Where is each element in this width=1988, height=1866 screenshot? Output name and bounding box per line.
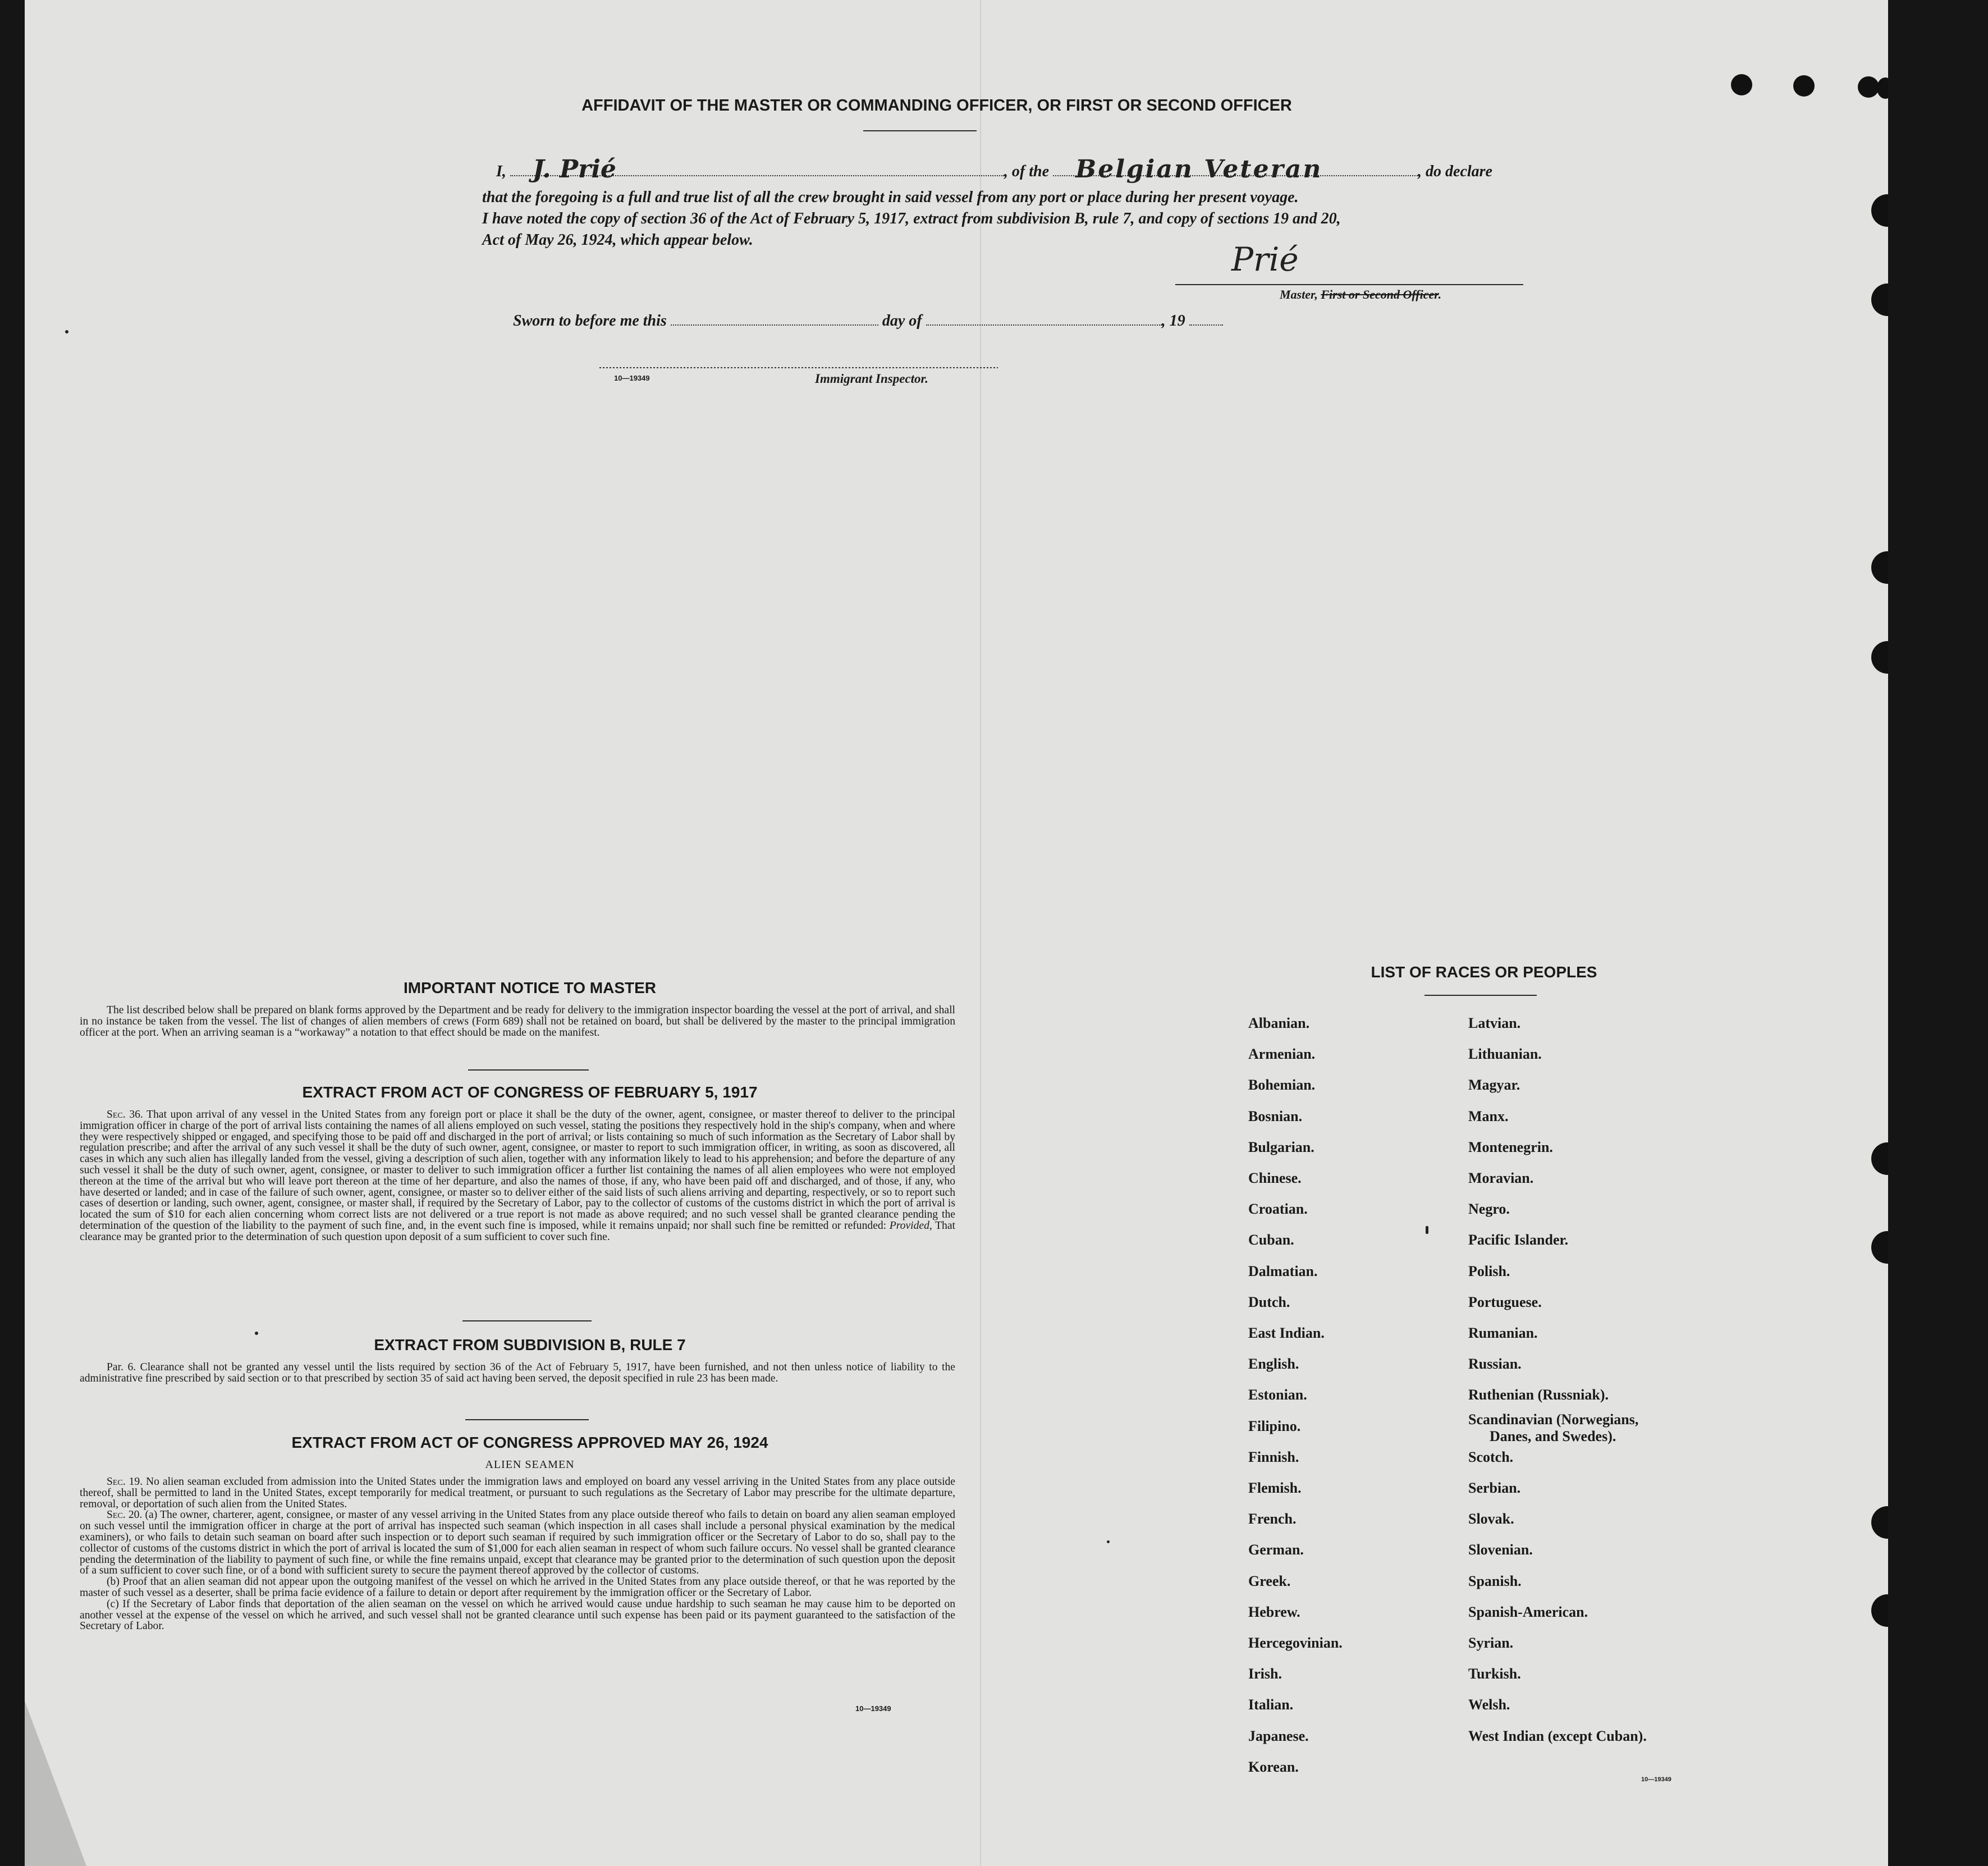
sec20-label: Sec. 20.	[107, 1509, 143, 1521]
signature-caption	[1280, 287, 1441, 302]
struck-label: First or Second Officer	[1321, 287, 1439, 301]
inspector-signature-line	[599, 367, 998, 368]
sworn-month-field	[926, 324, 1162, 326]
race-item: Italian.	[1248, 1696, 1294, 1713]
sec19-paragraph	[80, 1476, 955, 1510]
race-item: Chinese.	[1248, 1170, 1302, 1186]
fold-line	[980, 0, 981, 1866]
inspector-caption: Immigrant Inspector.	[815, 372, 928, 386]
sworn-year-field	[1189, 324, 1223, 326]
race-item: English.	[1248, 1356, 1299, 1373]
race-item: Slovak.	[1468, 1511, 1514, 1527]
sec36-label: Sec. 36.	[107, 1109, 143, 1120]
sec20c-paragraph: (c) If the Secretary of Labor finds that deportation of the alien seaman on the vessel on which he arrived would cause undue hardship to such seaman he may cause him to be deported on another vessel at the expense of the vessel on which he arrived, and such vessel shall not be granted clearance until such expense has been paid or its payment guaranteed to the satisfaction of the Secretary of Labor.	[80, 1598, 955, 1632]
race-item: West Indian (except Cuban).	[1468, 1727, 1647, 1744]
sec20a-paragraph	[80, 1510, 955, 1576]
race-item: Slovenian.	[1468, 1542, 1533, 1558]
of-the-label: , of the	[1004, 163, 1050, 180]
sec19-label: Sec. 19.	[107, 1476, 143, 1488]
extract-1924-text	[80, 1476, 955, 1632]
sworn-lead: Sworn to before me this	[513, 312, 667, 330]
punch-hole	[1731, 74, 1752, 95]
torn-corner	[25, 1701, 86, 1866]
sec20b-paragraph: (b) Proof that an alien seaman did not appear upon the outgoing manifest of the vessel on which he arrived in the United States from any place outside thereof, or that he was reported by the master of such vessel as a deserter, shall be prima facie evidence of a failure to detain or deport after requirement by the immigration officer or the Secretary of Labor.	[80, 1576, 955, 1599]
race-item: Montenegrin.	[1468, 1138, 1553, 1155]
race-item: Polish.	[1468, 1263, 1510, 1279]
affidavit-line-2: that the foregoing is a full and true list of all the crew brought in said vessel from any port or place during her present voyage.	[482, 189, 1299, 206]
extract-1917-text	[80, 1109, 955, 1243]
race-item: Turkish.	[1468, 1666, 1521, 1682]
rule7-heading: EXTRACT FROM SUBDIVISION B, RULE 7	[374, 1336, 686, 1353]
rule7-paragraph: Par. 6. Clearance shall not be granted any vessel until the lists required by section 36 of the Act of February 5, 1917, have been furnished, and not then unless notice of liability to the administrative fine prescribed by said section or to that prescribed by section 35 of said act having been served, the deposit specified in rule 23 has been made.	[80, 1361, 955, 1384]
do-declare-label: , do declare	[1418, 163, 1492, 180]
binding-hole	[1871, 1506, 1888, 1539]
master-signature: Prié	[1231, 240, 1299, 278]
race-item: Scandinavian (Norwegians,	[1468, 1411, 1639, 1428]
race-item: Estonian.	[1248, 1387, 1307, 1403]
races-form-number: 10—19349	[1641, 1776, 1671, 1783]
vessel-field	[1053, 155, 1418, 184]
binding-hole	[1871, 1594, 1888, 1627]
race-item: Greek.	[1248, 1572, 1291, 1589]
extract-form-number: 10—19349	[855, 1704, 891, 1713]
affidavit-line-4: Act of May 26, 1924, which appear below.	[482, 231, 753, 249]
speck	[1107, 1540, 1110, 1543]
section-divider	[462, 1320, 592, 1321]
sworn-date-field	[671, 324, 878, 326]
extract-1924-heading: EXTRACT FROM ACT OF CONGRESS APPROVED MAY 26, 1924	[291, 1434, 768, 1451]
alien-seamen-heading: ALIEN SEAMEN	[485, 1458, 575, 1471]
race-item: Flemish.	[1248, 1480, 1302, 1496]
day-of-label: day of	[882, 312, 922, 330]
race-item: Latvian.	[1468, 1015, 1521, 1031]
race-item: Hebrew.	[1248, 1603, 1300, 1620]
race-item: Irish.	[1248, 1666, 1282, 1682]
notice-paragraph: The list described below shall be prepared on blank forms approved by the Department and be ready for delivery to the immigration inspector boarding the vessel at the port of arrival, and shall in no instance be taken from the vessel. The list of changes of alien members of crews (Form 689) shall not be retained on board, but shall be delivered by the master to the principal immigration officer at the port. When an arriving seaman is a “workaway” a notation to that effect should be made on the manifest.	[80, 1004, 955, 1039]
handwritten-vessel: Belgian Veteran	[1075, 155, 1323, 184]
provided-label: Provided,	[889, 1219, 932, 1232]
race-item: Lithuanian.	[1468, 1046, 1542, 1063]
races-heading: LIST OF RACES OR PEOPLES	[1371, 963, 1597, 981]
affidavit-title: AFFIDAVIT OF THE MASTER OR COMMANDING OFFICER, OR FIRST OR SECOND OFFICER	[581, 97, 1292, 115]
binding-hole	[1871, 1231, 1888, 1264]
race-item: Dutch.	[1248, 1293, 1290, 1310]
binding-hole	[1871, 641, 1888, 674]
race-item: East Indian.	[1248, 1325, 1325, 1341]
race-item: Manx.	[1468, 1108, 1509, 1124]
race-item: Bosnian.	[1248, 1108, 1303, 1124]
affidavit-form-number: 10—19349	[614, 374, 650, 382]
race-item: Spanish-American.	[1468, 1603, 1588, 1620]
race-item: Hercegovinian.	[1248, 1635, 1343, 1651]
punch-hole	[1877, 77, 1888, 99]
race-item: Danes, and Swedes).	[1490, 1428, 1616, 1445]
race-item: Pacific Islander.	[1468, 1232, 1569, 1248]
race-item: Negro.	[1468, 1201, 1510, 1218]
race-item: Magyar.	[1468, 1077, 1520, 1094]
race-item: Rumanian.	[1468, 1325, 1538, 1341]
section-divider	[465, 1419, 589, 1420]
handwritten-name: J. Prié	[532, 155, 616, 184]
speck	[65, 330, 68, 333]
sec20a-body: (a) The owner, charterer, agent, consignee, or master of any vessel arriving in the United States from any place outside thereof who fails to detain on board any alien seaman employed on such vessel until the immigration officer in charge at the port of arrival has inspected such seaman (which inspection in all cases shall include a personal physical examination by the medical examiners), or who fails to detain such seaman on board after such inspection or to deport such seaman if required by such immigration officer or the Secretary of Labor to do so, shall pay to the collector of customs of the customs district in which the port of arrival is located the sum of $1,000 for each alien seaman in respect of whom such failure occurs. No vessel shall be granted clearance pending the determination of the liability to payment of such fine, or while the fine remains unpaid, except that clearance may be granted prior to the determination of such question upon the deposit of a sum sufficient to cover such fine, or of a bond with sufficient surety to secure the payment thereof approved by the collector of customs.	[80, 1509, 955, 1577]
race-item: Bohemian.	[1248, 1077, 1316, 1094]
race-item: Syrian.	[1468, 1635, 1514, 1651]
race-item: Albanian.	[1248, 1015, 1310, 1031]
race-item: Armenian.	[1248, 1046, 1316, 1063]
sworn-line	[513, 312, 1223, 330]
race-item: Cuban.	[1248, 1232, 1294, 1248]
binding-hole	[1871, 194, 1888, 227]
pronoun-i: I,	[496, 163, 506, 180]
punch-hole	[1858, 76, 1879, 98]
race-item: Russian.	[1468, 1356, 1522, 1373]
affidavit-line-1	[496, 155, 1492, 184]
race-item: Portuguese.	[1468, 1293, 1542, 1310]
title-divider	[863, 130, 977, 131]
sec36-body: That upon arrival of any vessel in the United States from any foreign port or place it shall be the duty of the owner, agent, consignee, or master thereof to deliver to the principal immigration officer in charge of the port of arrival lists containing the names of all aliens employed on such vessel, stating the positions they respectively hold in the ship's company, when and where they were respectively shipped or engaged, and specifying those to be paid off and discharged in the port of arrival; or lists containing so much of such information as the Secretary of Labor shall by regulation prescribe; and after the arrival of any such vessel it shall be the duty of such owner, agent, consignee, or master to report to such immigration officer, in writing, as soon as discovered, all cases in which any such alien has illegally landed from the vessel, giving a description of such alien, together with any information likely to lead to his apprehension; and before the departure of any such vessel it shall be the duty of such owner, agent, consignee, or master to deliver to such immigration officer a further list containing the names of all alien employees who were not employed thereon at the time of the arrival but who will leave port thereon at the time of her departure, and also the names of those, if any, who have been paid off and discharged, and of those, if any, who have deserted or landed; and in case of the failure of such owner, agent, consignee, or master so to deliver either of the said lists of such aliens arriving and departing, respectively, or so to report such cases of desertion or landing, such owner, agent, consignee, or master shall, if required by the Secretary of Labor, pay to the collector of customs of the customs district in which the port of arrival is located the sum of $10 for each alien concerning whom correct lists are not delivered or a true report is not made as above required; and no such vessel shall be granted clearance pending the determination of the question of the liability to the payment of such fine, and, in the event such fine is imposed, while it remains unpaid; nor shall such fine be remitted or refunded:	[80, 1109, 956, 1232]
section-divider	[468, 1069, 589, 1071]
race-item: Spanish.	[1468, 1572, 1522, 1589]
race-item: Bulgarian.	[1248, 1138, 1314, 1155]
extract-1917-heading: EXTRACT FROM ACT OF CONGRESS OF FEBRUARY 5, 1917	[302, 1083, 758, 1101]
race-item: Scotch.	[1468, 1448, 1514, 1465]
race-item: Japanese.	[1248, 1727, 1309, 1744]
race-item: Serbian.	[1468, 1480, 1521, 1496]
race-item: Moravian.	[1468, 1170, 1534, 1186]
notice-text	[80, 1005, 955, 1038]
race-item: Dalmatian.	[1248, 1263, 1318, 1279]
sec19-body: No alien seaman excluded from admission into the United States under the immigration laws and employed on board any vessel arriving in the United States from any place outside thereof, shall be permitted to land in the United States, except temporarily for medical treatment, or pursuant to such regulations as the Secretary of Labor may prescribe for the ultimate departure, removal, or deportation of such alien from the United States.	[80, 1476, 956, 1510]
race-item: Ruthenian (Russniak).	[1468, 1387, 1609, 1403]
year-label: , 19	[1161, 312, 1185, 330]
master-label: Master,	[1280, 287, 1318, 301]
race-item: Finnish.	[1248, 1448, 1299, 1465]
name-field	[510, 155, 1004, 184]
race-item: Korean.	[1248, 1758, 1299, 1775]
rule7-text	[80, 1362, 955, 1384]
races-divider	[1424, 995, 1537, 996]
sec36-paragraph	[80, 1109, 955, 1243]
signature-line	[1175, 284, 1523, 285]
race-item: Welsh.	[1468, 1696, 1510, 1713]
race-item: German.	[1248, 1542, 1304, 1558]
binding-hole	[1871, 1142, 1888, 1175]
race-item: Croatian.	[1248, 1201, 1308, 1218]
caption-period: .	[1438, 287, 1442, 301]
punch-hole	[1793, 75, 1815, 97]
document-sheet	[25, 0, 1888, 1866]
race-item: Filipino.	[1248, 1417, 1301, 1434]
speck	[255, 1332, 258, 1335]
race-item: French.	[1248, 1511, 1297, 1527]
speck	[1426, 1226, 1428, 1234]
sec36-end: That clearance may be granted prior to the determination of such question upon deposit of a sum sufficient to cover such fine.	[80, 1219, 955, 1243]
affidavit-line-3: I have noted the copy of section 36 of the Act of February 5, 1917, extract from subdivision B, rule 7, and copy of sections 19 and 20,	[482, 210, 1341, 227]
binding-hole	[1871, 283, 1888, 316]
notice-heading: IMPORTANT NOTICE TO MASTER	[403, 979, 657, 996]
binding-hole	[1871, 551, 1888, 584]
